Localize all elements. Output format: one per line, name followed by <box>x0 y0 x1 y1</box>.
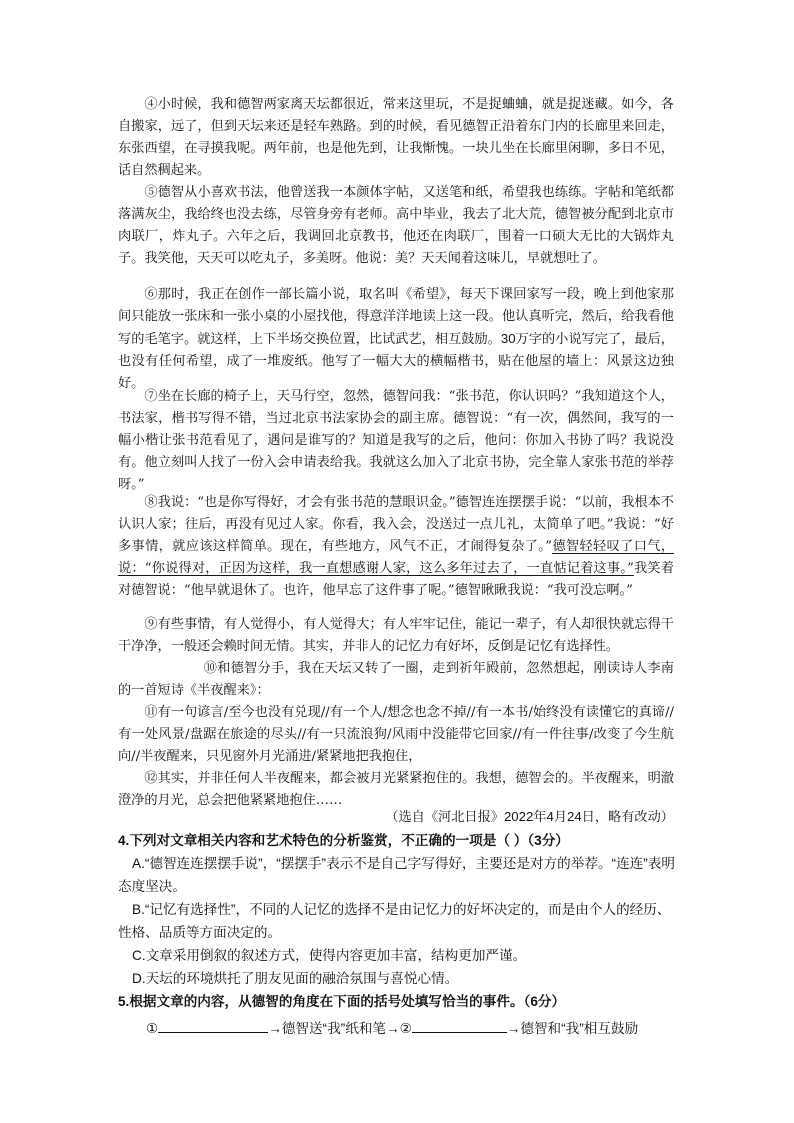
question-4-stem <box>118 829 678 852</box>
paragraph-6 <box>118 284 674 395</box>
question-4-number: 4. <box>118 833 130 848</box>
paragraph-10: ⑩和德智分手，我在天坛又转了一圈，走到祈年殿前，忽然想起，刚读诗人李南的一首短诗《半夜醒来》： <box>118 661 674 698</box>
paragraph-12: ⑫其实，并非任何人半夜醒来，都会被月光紧紧抱住的。我想，德智会的。半夜醒来，明澈澄净的月光，总会把他紧紧地抱住…… <box>118 771 674 808</box>
paragraph-4: ④小时候，我和德智两家离天坛都很近，常来这里玩，不是捉蛐蛐，就是捉迷藏。如今，各自搬家，远了，但到天坛来还是轻车熟路。到的时候，看见德智正沿着东门内的长廊里来回走，东张西望，在寻摸我呢。两年前，也是他先到，让我惭愧。一块儿坐在长廊里闲聊，多日不见，话自然稠起来。 <box>118 97 674 178</box>
paragraph-9: ⑨有些事情，有人觉得小，有人觉得大；有人牢牢记住，能记一辈子，有人却很快就忘得干干净净，一般还会赖时间无情。其实，并非人的记忆力有好坏，反倒是记忆有选择性。 <box>118 617 674 654</box>
answer-label-1: ① <box>146 1021 159 1036</box>
paragraph-6-number: 30 <box>500 331 516 346</box>
source-citation: （选自《河北日报》2022年4月24日，略有改动） <box>385 809 674 824</box>
paragraph-8-part-a: ⑧我说：“也是你写得好，才会有张书范的慧眼识金。”德智连连摆摆手说：“以前，我根本不认识人家；往后，再没有见过人家。你看，我入会，没送过一点儿礼，太简单了吧。”我说：“好多事情，就应该这样简单。现在，有些地方，风气不正，才闹得复杂了。” <box>118 495 674 554</box>
question-5-stem <box>118 990 678 1013</box>
paragraph-6-rest: 万字的小说写完了，最后，也没有任何希望，成了一堆废纸。他写了一幅大大的横幅楷书，贴在他屋的墙上：风景这边独好。 <box>118 332 674 391</box>
question-5-text: 根据文章的内容，从德智的角度在下面的括号处填写恰当的事件。（6分） <box>129 994 566 1009</box>
answer-blank-2[interactable] <box>412 1018 507 1033</box>
paragraph-5: ⑤德智从小喜欢书法，他曾送我一本颜体字帖，又送笔和纸，希望我也练练。字帖和笔纸都落满灰尘，我给终也没去练，尽管身旁有老师。高中毕业，我去了北大荒，德智被分配到北京市肉联厂，炸丸子。六年之后，我调回北京教书，他还在肉联厂，围着一口硕大无比的大锅炸丸子。我笑他，天天可以吃丸子，多美呀。他说：美？天天闻着这味儿，早就想吐了。 <box>118 185 674 266</box>
question-4-option-a: A.“德智连连摆摆手说”，“摆摆手”表示不是自己字写得好，主要还是对方的举荐。“连连”表明态度坚决。 <box>118 856 675 894</box>
question-4-option-c: C.文章采用倒叙的叙述方式，使得内容更加丰富，结构更加严谨。 <box>132 948 527 963</box>
paragraph-8-part-b: 我笑着对德智说：“他早就退休了。也许，他早忘了这件事了呢。”德智瞅瞅我说：“我可没忘啊。” <box>118 561 674 598</box>
paragraph-7: ⑦坐在长廊的椅子上，天马行空，忽然，德智问我：“张书范，你认识吗？”我知道这个人，书法家，楷书写得不错，当过北京书法家协会的副主席。德智说：“有一次，偶然间，我写的一幅小楷让张书范看见了，遇问是谁写的？知道是我写的之后，他问：你加入书协了吗？我说没有。他立刻叫人找了一份入会申请表给我。我就这么加入了北京书协，完全靠人家张书范的举荐呀。” <box>118 389 674 492</box>
paragraph-8-underlined-sentence: 德智轻轻叹了口气，说：“你说得对，正因为这样，我一直想感谢人家，这么多年过去了，一直惦记着这事。” <box>118 539 675 576</box>
answer-tail: →德智和“我”相互鼓励 <box>506 1021 639 1036</box>
question-4-option-b: B.“记忆有选择性”，不同的人记忆的选择不是由记忆力的好坏决定的，而是由个人的经历、性格、品质等方面决定的。 <box>118 902 671 940</box>
question-5-answer-line <box>118 1017 678 1040</box>
answer-connector: →德智送“我”纸和笔→② <box>268 1021 412 1036</box>
question-5-number: 5. <box>118 994 130 1009</box>
question-4-option-d: D.天坛的环境烘托了朋友见面的融洽氛围与喜悦心情。 <box>132 971 459 986</box>
paragraph-6-main: ⑥那时，我正在创作一部长篇小说，取名叫《希望》，每天下课回家写一段，晚上到他家那间只能放一张床和一张小桌的小屋找他，得意洋洋地读上这一段。他认真听完，然后，给我看他写的毛笔字。就这样，上下半场交换位置，比试武艺，相互鼓励。 <box>118 287 674 347</box>
paragraph-11-poem: ⑪有一句谚言/至今也没有兑现//有一个人/想念也念不掉//有一本书/始终没有读懂它的真谛//有一处风景/盘踞在旅途的尽头//有一只流浪狗/风雨中没能带它回家//有一件往事/改变了今生航向//半夜醒来，只见窗外月光涌进/紧紧地把我抱住， <box>118 705 674 764</box>
question-4-text: 下列对文章相关内容和艺术特色的分析鉴赏，不正确的一项是（ ）（3分） <box>129 833 569 848</box>
paragraph-8 <box>118 492 674 602</box>
answer-blank-1[interactable] <box>158 1018 268 1033</box>
